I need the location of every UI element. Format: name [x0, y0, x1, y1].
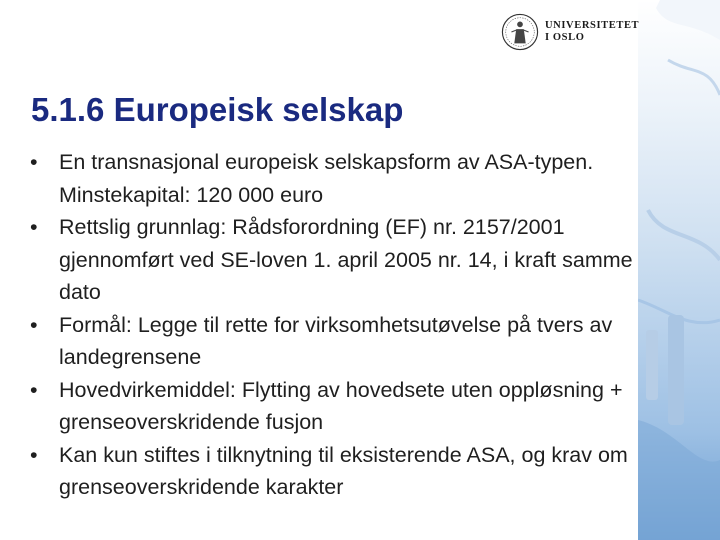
bullet-item: • Rettslig grunnlag: Rådsforordning (EF) nr. 2157/2001 gjennomført ved SE-loven 1. april 2005 nr. 14, i kraft samme dato: [30, 211, 635, 309]
bullet-item: • En transnasjonal europeisk selskapsform av ASA-typen. Minstekapital: 120 000 euro: [30, 146, 635, 211]
bullet-list: [30, 146, 635, 504]
university-logo: [501, 12, 639, 52]
university-name-line2: I OSLO: [545, 32, 585, 43]
bullet-item: • Kan kun stiftes i tilknytning til eksisterende ASA, og krav om grenseoverskridende karakter: [30, 439, 635, 504]
bullet-item: • Hovedvirkemiddel: Flytting av hovedsete uten oppløsning + grenseoverskridende fusjon: [30, 374, 635, 439]
university-seal-icon: [501, 13, 539, 51]
slide-title: 5.1.6 Europeisk selskap: [31, 91, 404, 128]
bullet-item: • Formål: Legge til rette for virksomhetsutøvelse på tvers av landegrensene: [30, 309, 635, 374]
decorative-side-panel: [638, 0, 720, 540]
university-name-line1: UNIVERSITETET: [545, 20, 640, 31]
